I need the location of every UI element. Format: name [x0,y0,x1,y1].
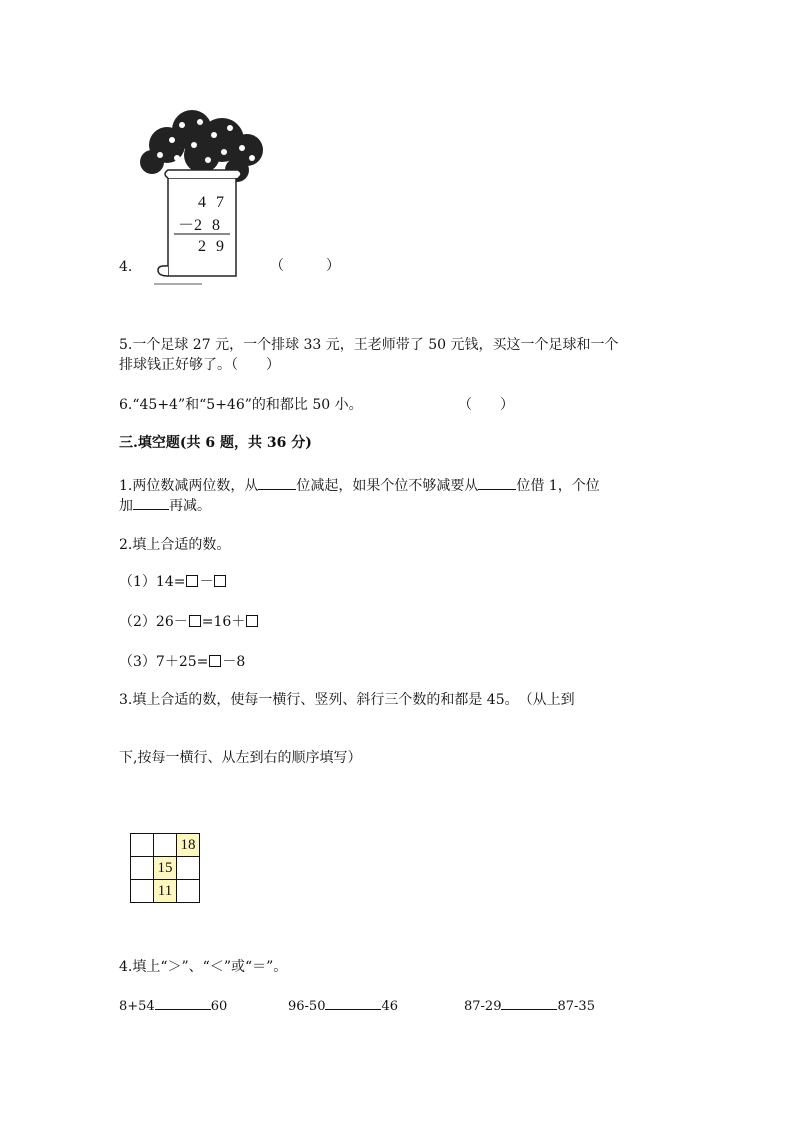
compare-right: 46 [381,999,399,1014]
question-5-line1: 5.一个足球 27 元，一个排球 33 元，王老师带了 50 元钱，买这一个足球和一个 [119,337,619,353]
compare-right: 87-35 [557,999,595,1014]
fill-question-4-title: 4.填上“＞”、“＜”或“＝”。 [119,959,288,975]
answer-box[interactable] [186,575,198,587]
section-title: 三.填空题(共 6 题，共 36 分) [119,435,312,451]
fill-question-3-line2: 下,按每一横行、从左到右的顺序填写） [119,750,362,766]
answer-box[interactable] [209,655,221,667]
compare-row [464,995,595,1017]
item-text: － [199,574,214,590]
grid-cell-given: 18 [177,834,200,857]
answer-blank[interactable] [258,475,296,490]
fill-2-item-1 [119,572,227,592]
grid-cell-given: 11 [154,880,177,903]
item-text: （1）14= [119,574,186,590]
answer-parentheses[interactable]: （ ） [270,258,340,274]
fill-1-part1: 1.两位数减两位数，从 [119,478,259,494]
grid-cell[interactable] [177,880,200,903]
question-6-text: 6.“45+4”和“5+46”的和都比 50 小。 [119,397,363,413]
fill-question-3-line1: 3.填上合适的数，使每一横行、竖列、斜行三个数的和都是 45。 （从上到 [119,692,575,708]
compare-right: 60 [210,999,228,1014]
answer-blank[interactable] [478,475,516,490]
compare-left: 96-50 [288,999,326,1014]
answer-box[interactable] [214,575,226,587]
compare-row [119,995,227,1017]
fill-question-1-line2 [119,495,211,516]
compare-row [288,995,398,1017]
fill-question-1 [119,475,600,496]
compare-left: 87-29 [464,999,502,1014]
item-text: －8 [222,654,246,670]
item-text: =16＋ [201,614,246,630]
fill-1-part2: 位减起，如果个位不够减要从 [296,478,479,494]
fill-1-part4: 加 [119,498,133,514]
answer-blank[interactable] [133,495,169,510]
grid-cell-given: 15 [154,857,177,880]
fill-question-2-title: 2.填上合适的数。 [119,537,231,553]
scroll-minuend: 4 7 [198,194,227,211]
grid-cell[interactable] [131,880,154,903]
scroll-operator: － [178,217,195,234]
fill-1-part3: 位借 1，个位 [516,478,600,494]
grid-cell[interactable] [154,834,177,857]
fill-2-item-3 [119,652,245,672]
answer-blank[interactable] [325,995,381,1010]
answer-box[interactable] [246,615,258,627]
question-6-parentheses[interactable]: （ ） [458,397,514,413]
scroll-subtrahend: 2 8 [194,217,224,234]
scroll-result: 2 9 [198,238,227,255]
fill-2-item-2 [119,612,259,632]
answer-blank[interactable] [155,995,211,1010]
grid-cell[interactable] [131,857,154,880]
item-text: （2）26－ [119,614,188,630]
tree-scroll-illustration [132,100,272,290]
answer-blank[interactable] [501,995,557,1010]
grid-cell[interactable] [131,834,154,857]
grid-cell[interactable] [177,857,200,880]
question-number: 4. [119,259,133,275]
fill-1-part5: 再减。 [169,498,211,514]
item-text: （3）7＋25= [119,654,209,670]
answer-box[interactable] [189,615,201,627]
compare-left: 8+54 [119,999,155,1014]
question-5-line2: 排球钱正好够了。（ ） [119,357,280,373]
magic-square-grid [130,833,200,903]
